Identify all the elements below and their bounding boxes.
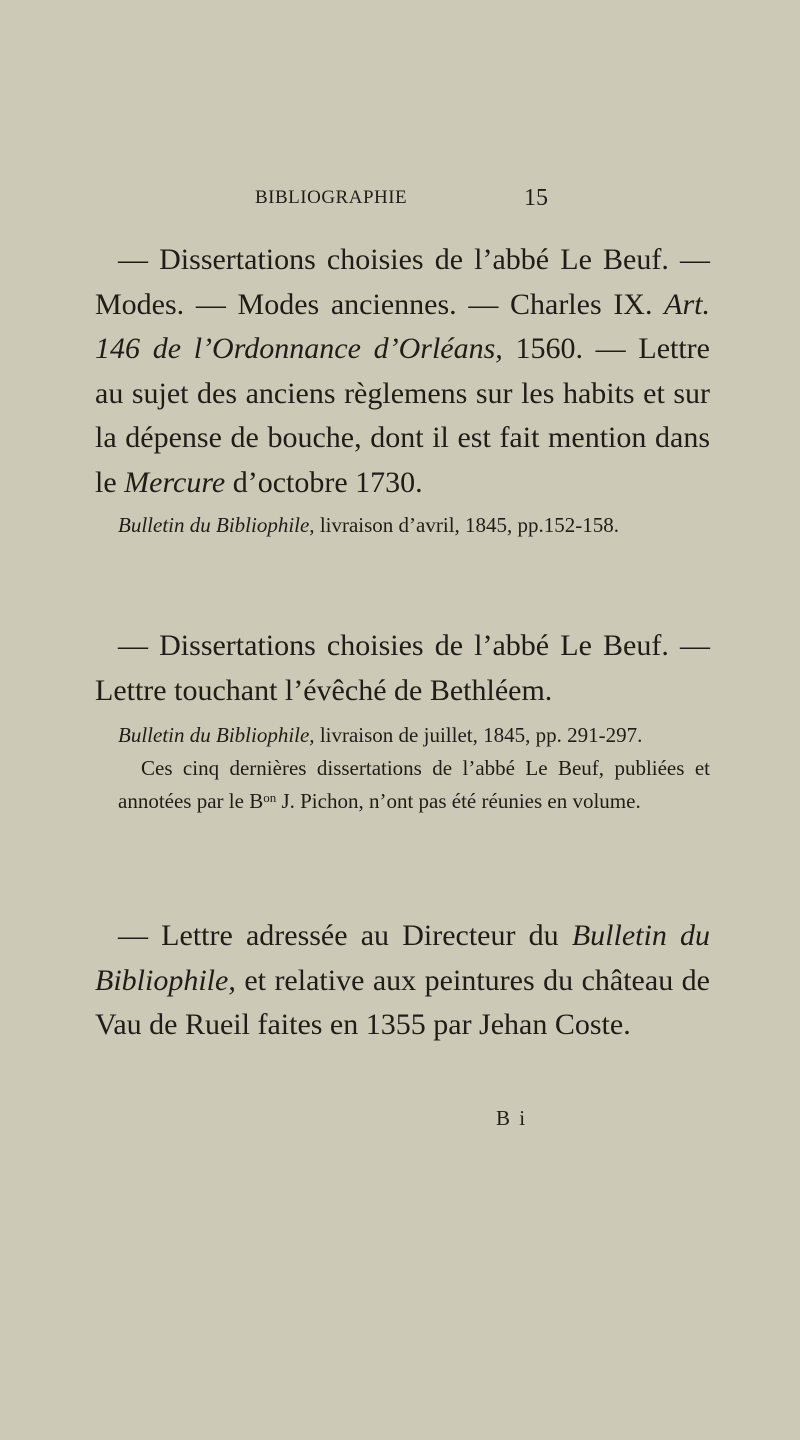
entry-3-journal: Bulletin du Bibliophile, <box>95 919 711 997</box>
entry-1-text-c: 1560. — Lettre au sujet des anciens règlemens sur les habits et sur la dépense de bouche, dont il est fait mention dans le <box>95 332 710 499</box>
entry-1-mercure: Mercure <box>124 465 226 499</box>
entry-2-note <box>118 752 710 818</box>
running-title: BIBLIOGRAPHIE <box>255 187 408 208</box>
bibliography-entry-2 <box>95 624 710 818</box>
entry-3-text <box>95 914 710 1048</box>
entry-1-source-details: livraison d’avril, 1845, pp.152-158. <box>319 513 620 537</box>
entry-2-source <box>95 719 710 818</box>
bibliography-entry-3 <box>95 914 710 1048</box>
entry-2-note-sup: on <box>263 790 277 805</box>
entry-2-note-b: J. Pichon, n’ont pas été réunies en volume. <box>281 789 641 813</box>
entry-3-text-c: et relative aux peintures du château de Vau de Rueil faites en 1355 par Jehan Coste. <box>95 963 710 1041</box>
signature-mark: B i <box>496 1106 528 1130</box>
entry-1-text-a: — Dissertations choisies de l’abbé Le Beuf. — Modes. — Modes anciennes. — Charles IX. <box>95 243 710 321</box>
entry-2-text-main: — Dissertations choisies de l’abbé Le Beuf. — Lettre touchant l’évêché de Bethléem. <box>95 629 710 707</box>
page-number: 15 <box>524 185 548 211</box>
entry-1-source-journal: Bulletin du Bibliophile, <box>118 513 315 537</box>
entry-3-text-a: — Lettre adressée au Directeur du <box>118 919 559 952</box>
entry-1-text <box>95 238 710 505</box>
bibliography-entry-1 <box>95 238 710 542</box>
entry-1-source <box>95 509 710 542</box>
entry-1-text-e: d’octobre 1730. <box>232 465 423 499</box>
entry-1-text-italic: Art. 146 de l’Ordonnance d’Orléans, <box>95 287 711 365</box>
entry-2-source-journal: Bulletin du Bibliophile, <box>118 723 315 747</box>
entry-2-source-details: livraison de juillet, 1845, pp. 291-297. <box>319 723 643 747</box>
entry-2-note-a: Ces cinq dernières dissertations de l’abbé Le Beuf, publiées et annotées par le B <box>118 756 710 813</box>
entry-2-text <box>95 624 710 713</box>
